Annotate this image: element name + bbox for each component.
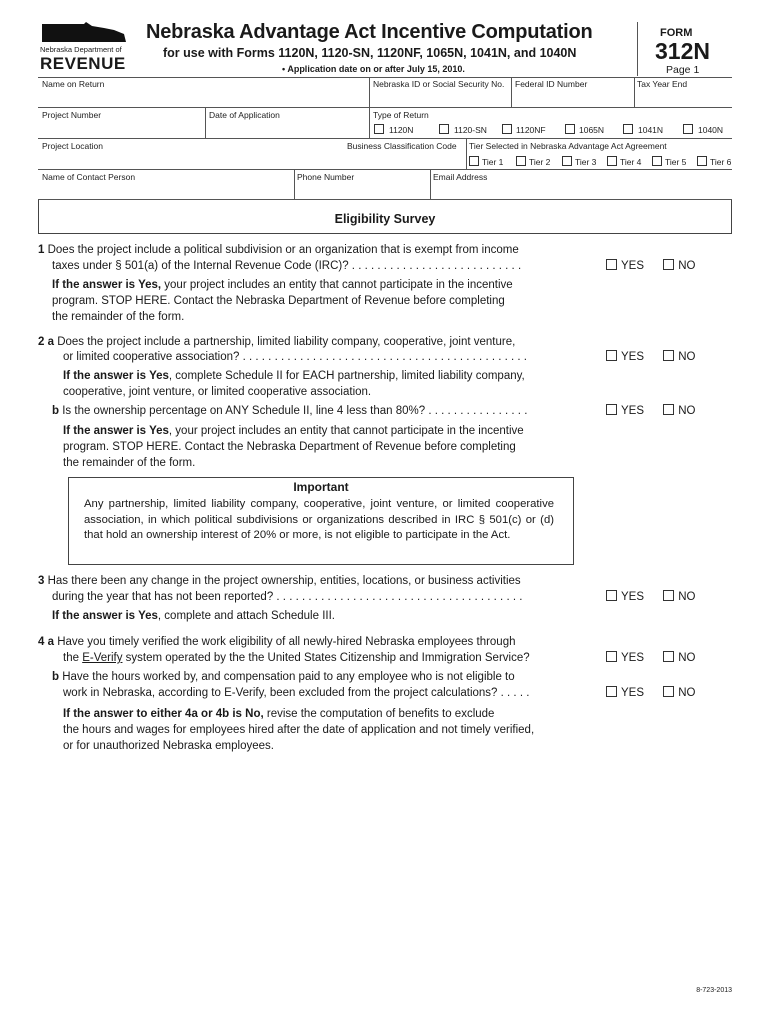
return-type-1041n-checkbox[interactable]	[623, 124, 633, 134]
no-label: NO	[678, 351, 696, 363]
tier-6-checkbox[interactable]	[697, 156, 707, 166]
question-1-answer	[606, 259, 695, 272]
question-number: 1	[38, 244, 45, 256]
tier-label: Tier 1	[482, 157, 504, 167]
grid-line	[38, 169, 732, 170]
question-1-line-2: taxes under § 501(a) of the Internal Revenue Code (IRC)? . . . . . . . . . . . . . . . . . . . . . . . . . . .	[52, 260, 522, 272]
email-address-field[interactable]: Email Address	[433, 172, 488, 182]
important-title: Important	[293, 480, 349, 494]
question-1-instruction-line-2: program. STOP HERE. Contact the Nebraska Department of Revenue before completing	[52, 295, 505, 307]
yes-label: YES	[621, 687, 645, 699]
question-4-instruction: If the answer to either 4a or 4b is No, revise the computation of benefits to exclude	[63, 708, 495, 720]
question-4-instruction-line-3: or for unauthorized Nebraska employees.	[63, 740, 274, 752]
tier-label: Tier 3	[575, 157, 597, 167]
phone-number-field[interactable]: Phone Number	[297, 172, 355, 182]
question-number: 2 a	[38, 336, 54, 348]
nebraska-id-field[interactable]: Nebraska ID or Social Security No.	[373, 79, 505, 89]
question-number: b	[52, 671, 60, 683]
grid-line	[634, 77, 635, 107]
question-4a-line-1: 4 a Have you timely verified the work eligibility of all newly-hired Nebraska employees through	[38, 636, 516, 648]
question-3-instruction: If the answer is Yes, complete and attach Schedule III.	[52, 610, 335, 622]
question-2a-instruction-line-2: cooperative, joint venture, or limited cooperative association.	[63, 386, 372, 398]
tier-label: Tier 4	[620, 157, 642, 167]
question-number: 3	[38, 575, 45, 587]
return-type-1120n-checkbox[interactable]	[374, 124, 384, 134]
question-1-yes-checkbox[interactable]	[606, 259, 617, 270]
question-2a-no-checkbox[interactable]	[663, 350, 674, 361]
question-4b-line-2: work in Nebraska, according to E-Verify, been excluded from the project calculations? . . . . .	[63, 687, 530, 699]
question-2b-answer	[606, 404, 695, 417]
question-2b-no-checkbox[interactable]	[663, 404, 674, 415]
federal-id-field[interactable]: Federal ID Number	[515, 79, 588, 89]
return-type-label: 1040N	[698, 125, 724, 135]
tier-2-checkbox[interactable]	[516, 156, 526, 166]
return-type-label: 1120-SN	[454, 125, 487, 135]
return-type-1120nf-checkbox[interactable]	[502, 124, 512, 134]
question-2a-answer	[606, 350, 695, 363]
grid-line	[369, 77, 370, 107]
question-2b-instruction: If the answer is Yes, your project includes an entity that cannot participate in the incentive	[63, 425, 524, 437]
form-label: FORM	[660, 27, 693, 39]
grid-line	[205, 107, 206, 138]
question-4b-no-checkbox[interactable]	[663, 686, 674, 697]
question-3-line-1: 3 Has there been any change in the project ownership, entities, locations, or business activities	[38, 575, 521, 587]
nebraska-map-logo	[40, 20, 130, 46]
question-number: 4 a	[38, 636, 54, 648]
yes-label: YES	[621, 260, 645, 272]
question-3-answer	[606, 590, 695, 603]
grid-line	[294, 169, 295, 199]
yes-label: YES	[621, 591, 645, 603]
no-label: NO	[678, 405, 696, 417]
return-type-label: 1065N	[579, 125, 605, 135]
logo-department-text: Nebraska Department of	[40, 45, 122, 54]
question-2b-instruction-line-2: program. STOP HERE. Contact the Nebraska Department of Revenue before completing	[63, 441, 516, 453]
grid-line	[38, 77, 732, 78]
tier-4-checkbox[interactable]	[607, 156, 617, 166]
question-2b-instruction-line-3: the remainder of the form.	[63, 457, 196, 469]
no-label: NO	[678, 591, 696, 603]
return-type-1040n-checkbox[interactable]	[683, 124, 693, 134]
question-2a-line-1: 2 a Does the project include a partnership, limited liability company, cooperative, joint venture,	[38, 336, 516, 348]
question-2b-yes-checkbox[interactable]	[606, 404, 617, 415]
important-text: Any partnership, limited liability company, cooperative, joint venture, or limited cooperative association, in which political subdivisions or organizations described in IRC § 501(c) or (d) that hold an ownership interest of 20% or more, is not eligible to participate in the Act.	[84, 498, 554, 541]
header-divider	[637, 22, 638, 76]
no-label: NO	[678, 260, 696, 272]
question-4b-line-1: b Have the hours worked by, and compensation paid to any employee who is not eligible to	[52, 671, 515, 683]
contact-person-field[interactable]: Name of Contact Person	[42, 172, 136, 182]
tier-5-checkbox[interactable]	[652, 156, 662, 166]
grid-line	[430, 169, 431, 199]
application-date-note: • Application date on or after July 15, 2010.	[282, 64, 465, 74]
question-1-instruction-line-3: the remainder of the form.	[52, 311, 185, 323]
return-type-1120sn-checkbox[interactable]	[439, 124, 449, 134]
return-type-label: 1041N	[638, 125, 664, 135]
question-3-line-2: during the year that has not been reported? . . . . . . . . . . . . . . . . . . . . . . . . . . . . . . . . . . . . . . .	[52, 591, 523, 603]
grid-line	[38, 107, 732, 108]
question-2a-instruction: If the answer is Yes, complete Schedule II for EACH partnership, limited liability company,	[63, 370, 525, 382]
name-on-return-field[interactable]: Name on Return	[42, 79, 105, 89]
no-label: NO	[678, 687, 696, 699]
survey-title: Eligibility Survey	[334, 212, 436, 226]
important-notice-box	[68, 477, 574, 565]
tier-label: Tier 2	[529, 157, 551, 167]
grid-line	[511, 77, 512, 107]
page-number: Page 1	[666, 64, 700, 76]
type-of-return-label: Type of Return	[373, 110, 429, 120]
yes-label: YES	[621, 351, 645, 363]
form-number: 312N	[655, 38, 710, 64]
question-4-instruction-line-2: the hours and wages for employees hired after the date of application and not timely verified,	[63, 724, 535, 736]
tier-label: Tier 5	[665, 157, 687, 167]
no-label: NO	[678, 652, 696, 664]
tier-label: Tier 6	[710, 157, 732, 167]
yes-label: YES	[621, 652, 645, 664]
question-4a-yes-checkbox[interactable]	[606, 651, 617, 662]
return-type-1065n-checkbox[interactable]	[565, 124, 575, 134]
question-2a-line-2: or limited cooperative association? . . . . . . . . . . . . . . . . . . . . . . . . . . . . . . . . . . . . . . . . . . . . .	[63, 351, 527, 363]
question-1-instruction: If the answer is Yes, your project includes an entity that cannot participate in the incentive	[52, 279, 513, 291]
question-number: b	[52, 405, 60, 417]
project-number-field[interactable]: Project Number	[42, 110, 102, 120]
return-type-label: 1120NF	[516, 125, 546, 135]
tax-year-end-field[interactable]: Tax Year End	[637, 79, 688, 89]
project-location-field[interactable]: Project Location	[42, 141, 103, 151]
question-4a-line-2: the E-Verify system operated by the the United States Citizenship and Immigration Service?	[63, 652, 530, 664]
question-4a-no-checkbox[interactable]	[663, 651, 674, 662]
grid-line	[38, 138, 732, 139]
logo-revenue-text: REVENUE	[40, 54, 126, 73]
yes-label: YES	[621, 405, 645, 417]
tier-1-checkbox[interactable]	[469, 156, 479, 166]
question-4b-yes-checkbox[interactable]	[606, 686, 617, 697]
return-type-label: 1120N	[389, 125, 414, 135]
grid-line	[466, 138, 467, 169]
date-of-application-field[interactable]: Date of Application	[209, 110, 280, 120]
tier-3-checkbox[interactable]	[562, 156, 572, 166]
question-1-line-1: 1 Does the project include a political subdivision or an organization that is exempt from income	[38, 244, 519, 256]
tier-selected-label: Tier Selected in Nebraska Advantage Act Agreement	[469, 141, 667, 151]
form-subtitle: for use with Forms 1120N, 1120-SN, 1120NF, 1065N, 1041N, and 1040N	[163, 46, 577, 60]
form-title: Nebraska Advantage Act Incentive Computation	[146, 21, 593, 43]
e-verify-link[interactable]: E-Verify	[82, 652, 123, 664]
question-2b-line-1: b Is the ownership percentage on ANY Schedule II, line 4 less than 80%? . . . . . . . . . . . . . . . .	[52, 405, 528, 417]
business-classification-field[interactable]: Business Classification Code	[347, 141, 457, 151]
form-footer-code: 8-723-2013	[696, 987, 732, 994]
question-3-yes-checkbox[interactable]	[606, 590, 617, 601]
grid-line	[369, 107, 370, 138]
question-3-no-checkbox[interactable]	[663, 590, 674, 601]
question-1-no-checkbox[interactable]	[663, 259, 674, 270]
question-4a-answer	[606, 651, 695, 664]
question-2a-yes-checkbox[interactable]	[606, 350, 617, 361]
question-4b-answer	[606, 686, 695, 699]
